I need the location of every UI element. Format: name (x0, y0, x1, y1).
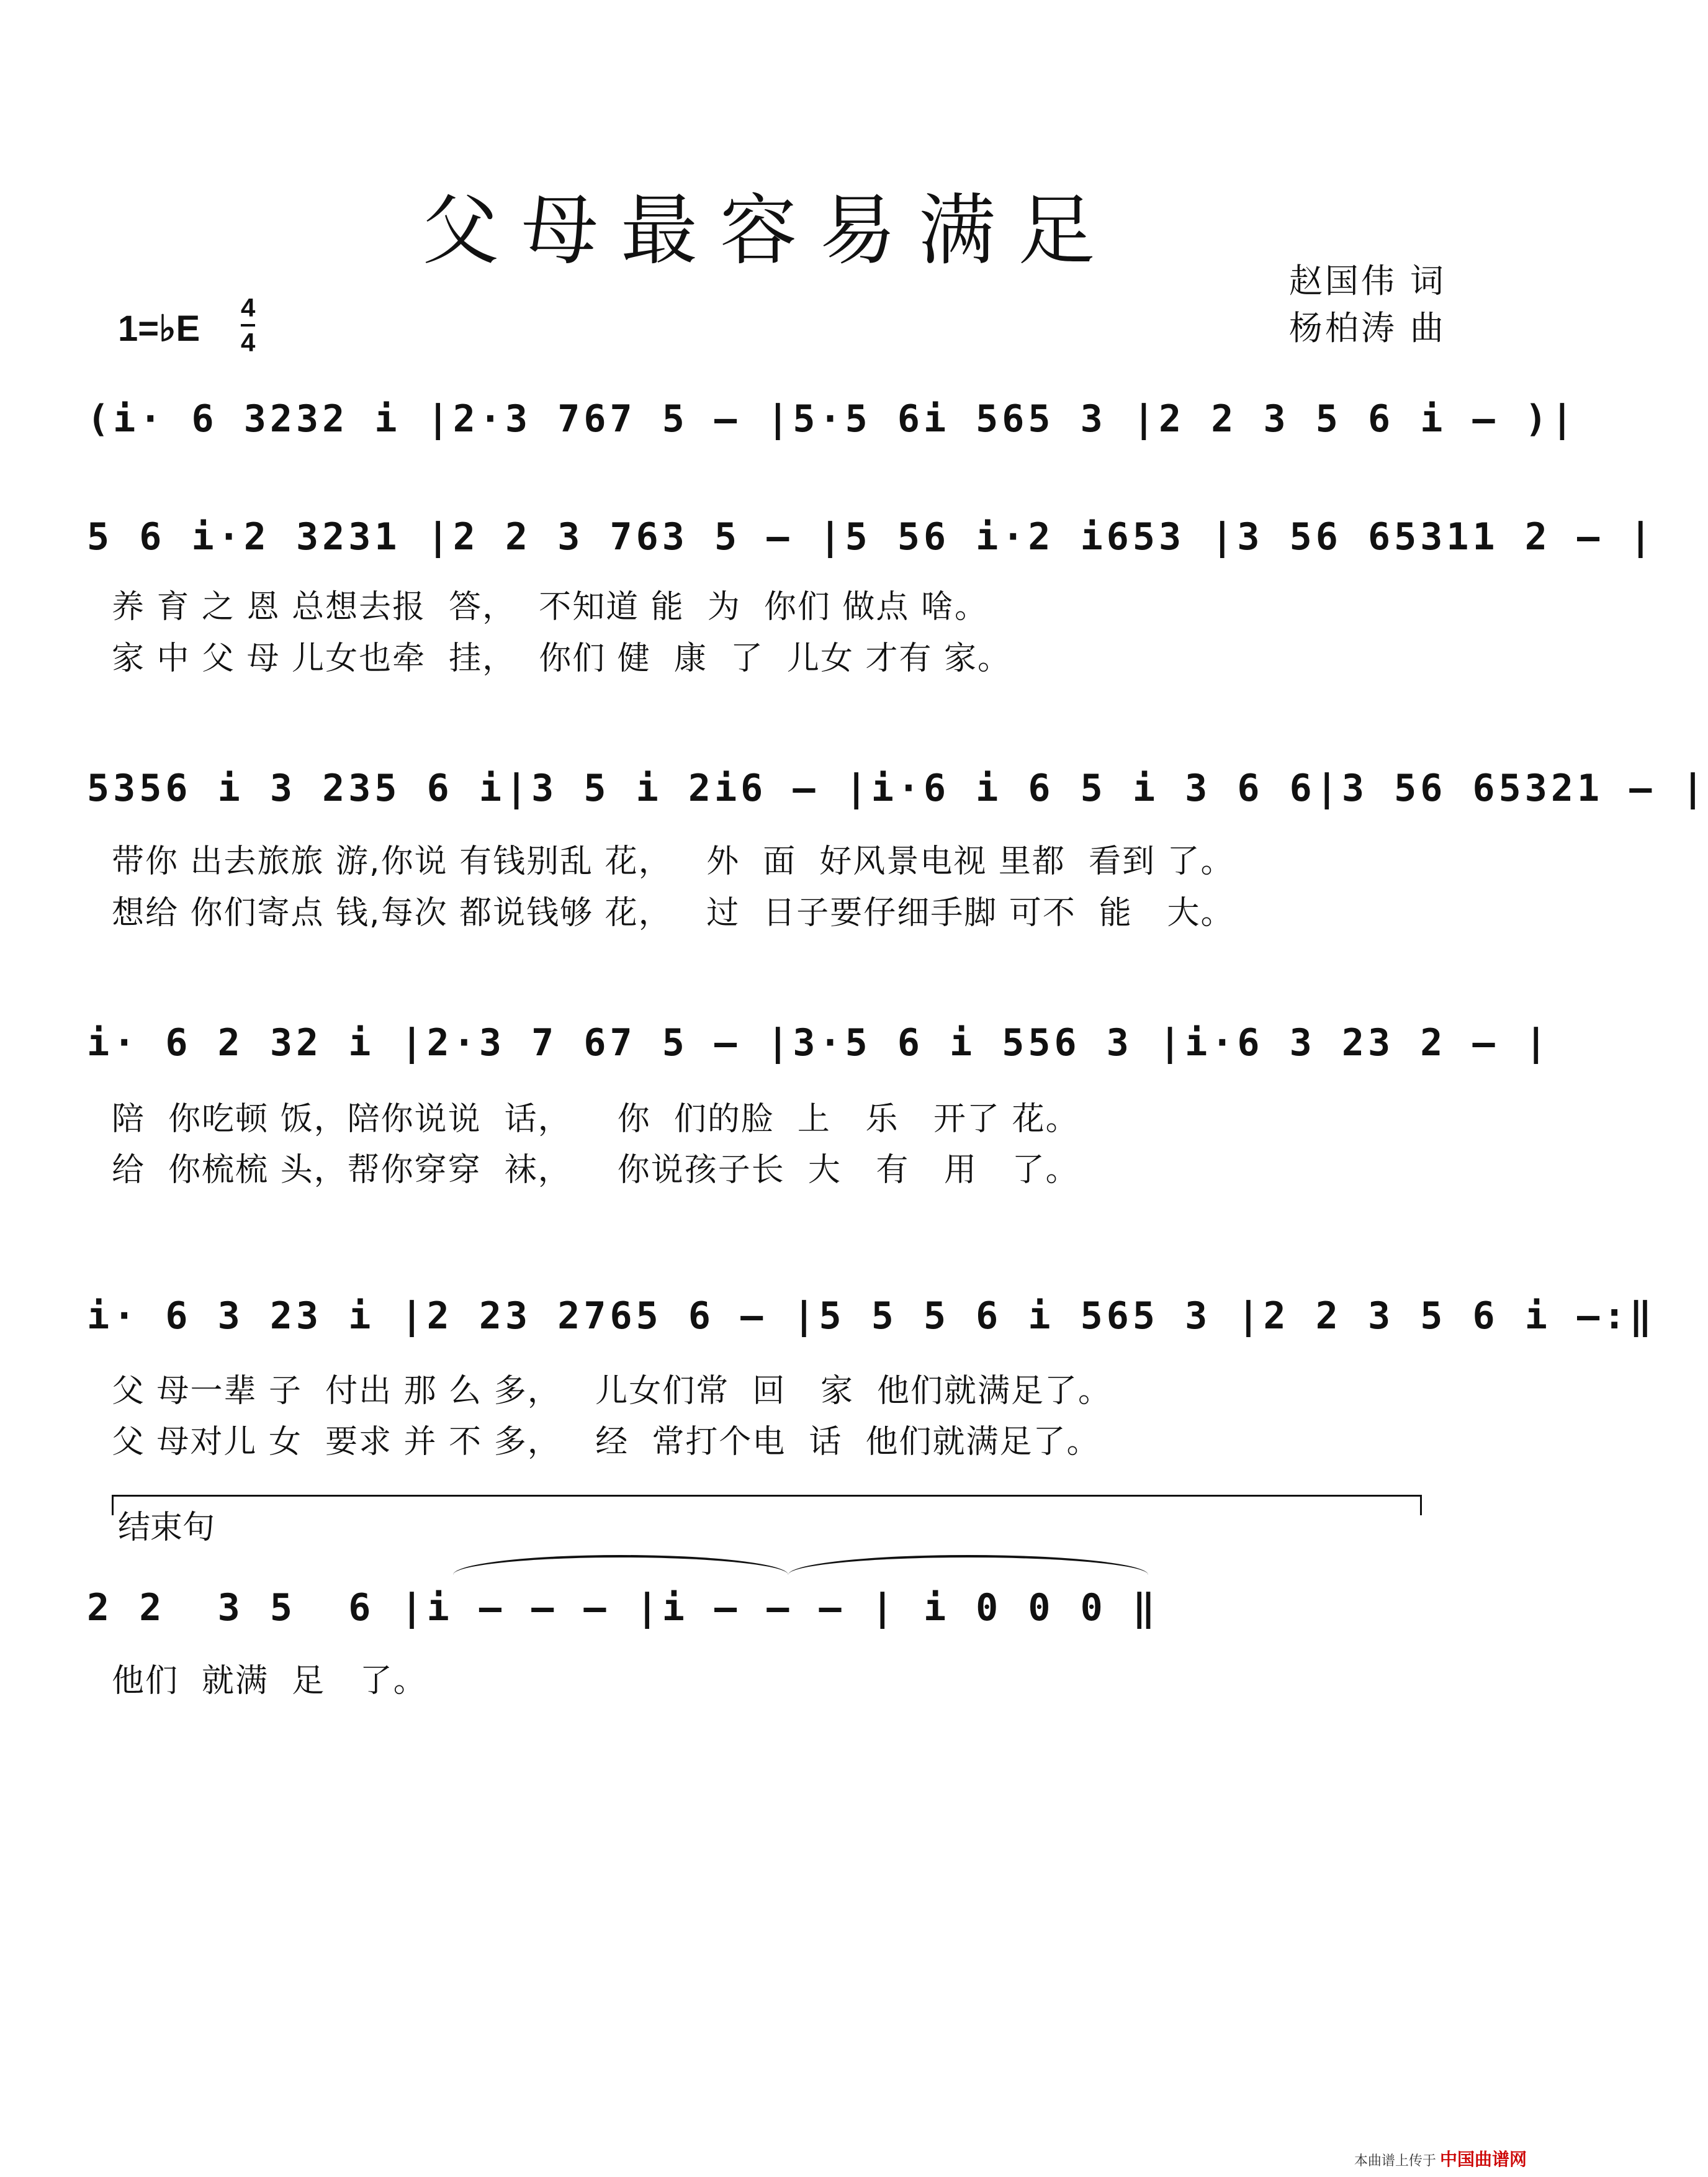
meter-numerator: 4 (241, 292, 255, 327)
notation-line-3: 5356 i 3 235 6 i|3 5 i 2i6 – |i·6 i 6 5 i 3 6 6|3 56 65321 – | (87, 767, 1708, 810)
lyric-line-5-verse-2: 父 母对儿 女 要求 并 不 多， 经 常打个电 话 他们就满足了。 (112, 1423, 1100, 1461)
lyric-line-4-verse-2: 给 你梳梳 头，帮你穿穿 袜， 你说孩子长 大 有 用 了。 (112, 1152, 1079, 1189)
lyric-line-3-verse-1: 带你 出去旅旅 游,你说 有钱别乱 花， 外 面 好风景电视 里都 看到 了。 (112, 843, 1234, 880)
lyric-line-4-verse-1: 陪 你吃顿 饭，陪你说说 话， 你 们的脸 上 乐 开了 花。 (112, 1101, 1079, 1138)
composer-credit: 杨柏涛 曲 (1288, 309, 1446, 348)
lyric-line-2-verse-1: 养 育 之 恩 总想去报 答， 不知道 能 为 你们 做点 啥。 (112, 588, 988, 626)
meter-denominator: 4 (241, 328, 256, 357)
lyric-line-3-verse-2: 想给 你们寄点 钱,每次 都说钱够 花， 过 日子要仔细手脚 可不 能 大。 (112, 895, 1234, 932)
song-title: 父母最容易满足 (421, 186, 1117, 276)
notation-line-5: i· 6 3 23 i |2 23 2765 6 – |5 5 5 6 i 565 3 |2 2 3 5 6 i –:‖ (87, 1294, 1656, 1338)
lyric-line-2-verse-2: 家 中 父 母 儿女也牵 挂， 你们 健 康 了 儿女 才有 家。 (112, 640, 1011, 677)
time-signature (241, 292, 255, 359)
lyric-ending: 他们 就满 足 了。 (112, 1662, 427, 1700)
notation-line-1: (i· 6 3232 i |2·3 767 5 – |5·5 6i 565 3 |2 2 3 5 6 i – )| (87, 397, 1578, 441)
notation-ending: 2 2 3 5 6 |i – – – |i – – – | i 0 0 0 ‖ (87, 1586, 1159, 1629)
lyric-line-5-verse-1: 父 母一辈 子 付出 那 么 多， 儿女们常 回 家 他们就满足了。 (112, 1372, 1112, 1410)
notation-line-2: 5 6 i·2 3231 |2 2 3 763 5 – |5 56 i·2 i653 |3 56 65311 2 – | (87, 515, 1656, 559)
ending-label: 结束句 (118, 1509, 215, 1546)
lyricist-credit: 赵国伟 词 (1288, 261, 1446, 300)
footer-brand: 中国曲谱网 (1439, 2150, 1527, 2169)
key-signature: 1=♭E (118, 309, 200, 349)
notation-line-4: i· 6 2 32 i |2·3 7 67 5 – |3·5 6 i 556 3 |i·6 3 23 2 – | (87, 1021, 1551, 1065)
ending-bracket (112, 1495, 1422, 1515)
footer-text: 本曲谱上传于 (1354, 2153, 1436, 2168)
footer-watermark (1354, 2146, 1527, 2171)
